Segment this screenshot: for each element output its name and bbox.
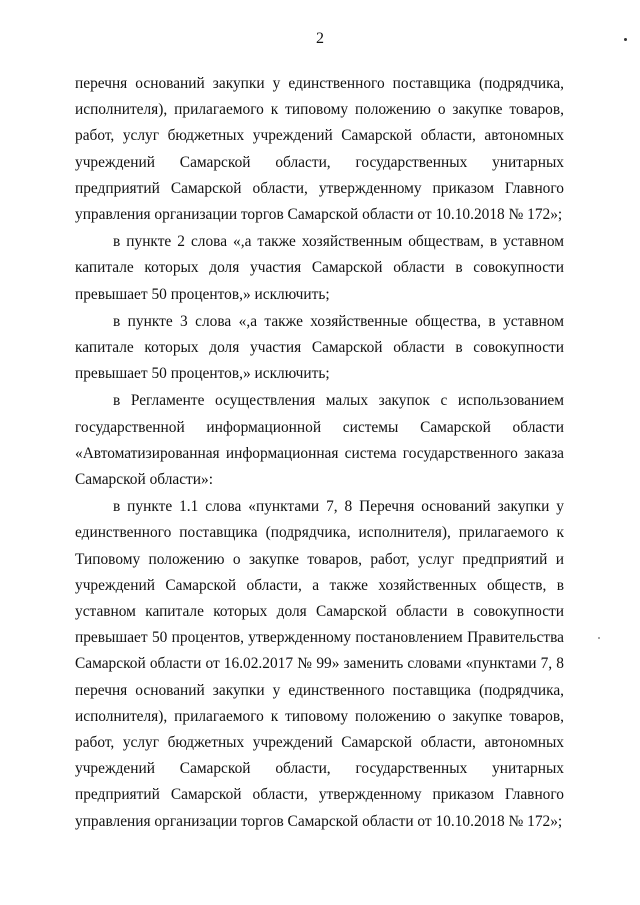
paragraph-regulation: в Регламенте осуществления малых закупок с использованием государственной информационной системы Самарской области «Автоматизированная информационная система государственного заказа Самарской области»: [75, 392, 564, 489]
paragraph-item-1-1: в пункте 1.1 слова «пунктами 7, 8 Перечня оснований закупки у единственного поставщика (подрядчика, исполнителя), прилагаемого к Типовому положению о закупке товаров, работ, услуг предприятий и учреждений Самарской области, а также хозяйственных обществ, в уставном капитале которых доля Самарской области в совокупности превышает 50 процентов, утвержденному постановлением Правительства Самарской области от 16.02.2017 № 99» заменить словами «пунктами 7, 8 перечня оснований закупки у единственного поставщика (подрядчика, исполнителя), прилагаемого к типовому положению о закупке товаров, работ, услуг бюджетных учреждений Самарской области, автономных учреждений Самарской области, государственных унитарных предприятий Самарской области, утвержденному приказом Главного управления организации торгов Самарской области от 10.10.2018 № 172»; [75, 498, 564, 830]
paragraph-item-2: в пункте 2 слова «,а также хозяйственным обществам, в уставном капитале которых доля участия Самарской области в совокупности превышает 50 процентов,» исключить; [75, 233, 564, 303]
paragraph-item-3: в пункте 3 слова «,а также хозяйственные общества, в уставном капитале которых доля участия Самарской области в совокупности превышает 50 процентов,» исключить; [75, 312, 564, 383]
scan-speck [598, 637, 600, 639]
document-body [75, 71, 564, 835]
page-number: 2 [316, 30, 324, 47]
scan-speck [624, 38, 627, 41]
paragraph-continuation: перечня оснований закупки у единственного поставщика (подрядчика, исполнителя), прилагаемого к типовому положению о закупке товаров, работ, услуг бюджетных учреждений Самарской области, автономных учреждений Самарской области, государственных унитарных предприятий Самарской области, утвержденному приказом Главного управления организации торгов Самарской области от 10.10.2018 № 172»; [75, 75, 564, 224]
